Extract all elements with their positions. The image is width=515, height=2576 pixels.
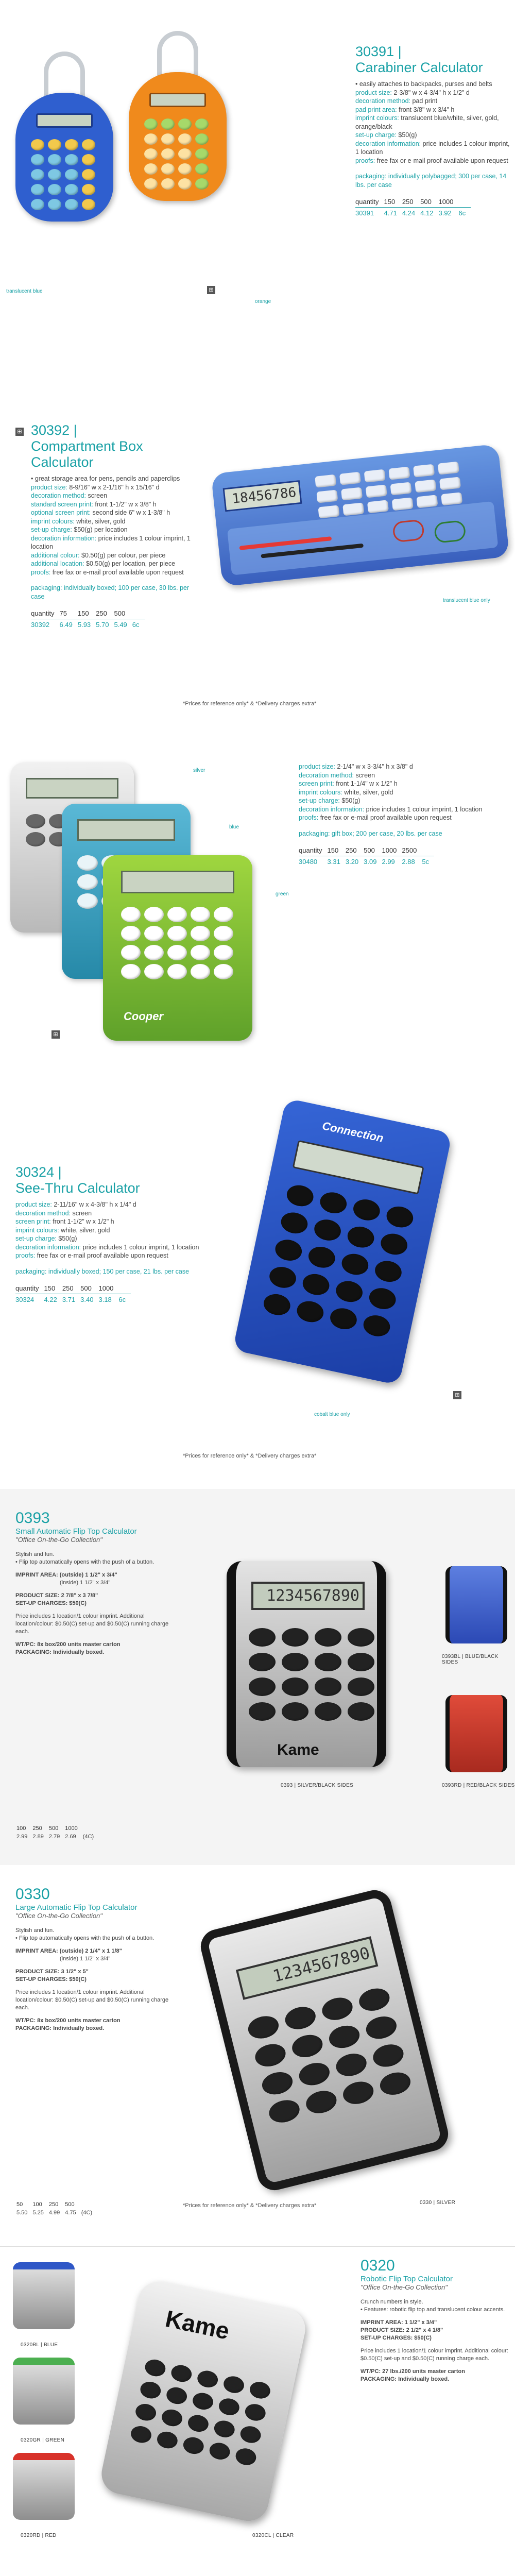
weight-per-carton: WT/PC: 27 lbs./200 units master carton (360, 2368, 465, 2375)
flip-small-blue-thumb (445, 1566, 507, 1643)
product-code: 30324 | (15, 1164, 62, 1180)
imprint-area: IMPRINT AREA: 1 1/2" x 3/4" (360, 2319, 437, 2326)
qty-price-table: 50 100 250 500 5.50 5.25 4.99 4.75 (4C) (16, 2201, 93, 2216)
flat-calc-section (0, 721, 515, 1082)
carabiner-orange-image (129, 31, 227, 201)
spec-line: decoration information: price includes 1 colour imprint, 1 location (15, 1243, 199, 1251)
imprint-area: IMPRINT AREA: (outside) 1 1/2" x 3/4" (15, 1572, 117, 1578)
flat-calc-info (299, 762, 505, 867)
imprint-area: IMPRINT AREA: (outside) 2 1/4" x 1 1/8" (15, 1948, 122, 1954)
weight-per-carton: WT/PC: 8x box/200 units master carton (15, 1641, 121, 1648)
flip-small-red-thumb (445, 1695, 507, 1772)
spec-line: proofs: free fax or e-mail proof available upon request (15, 1252, 168, 1259)
product-line: Stylish and fun. (15, 1551, 55, 1557)
zoom-icon: ⊞ (15, 428, 24, 436)
packaging: PACKAGING: Individually boxed. (15, 1649, 105, 1655)
caption-main: 0330 | SILVER (420, 2200, 456, 2206)
price-table: quantity 150 250 500 1000 30391 4.71 4.24 4.12 3.92 6c (355, 196, 471, 218)
spec-line: product size: 2-11/16" w x 4-3/8" h x 1/4" d (15, 1201, 136, 1208)
spec-list (31, 483, 201, 577)
spec-list (355, 89, 510, 165)
spec-line: proofs: free fax or e-mail proof available upon request (299, 814, 452, 821)
label-silver: silver (193, 768, 205, 773)
spec-line: optional screen print: second side 6" w x 1-3/8" h (31, 509, 170, 516)
footnote: *Prices for reference only* & *Delivery charges extra* (183, 1453, 317, 1459)
spec-line: proofs: free fax or e-mail proof available upon request (355, 157, 508, 164)
caption-red: 0393RD | RED/BLACK SIDES (442, 1783, 515, 1788)
product-line: • Flip top automatically opens with the push of a button. (15, 1559, 154, 1565)
packaging: packaging: gift box; 200 per case, 20 lbs. per case (299, 829, 442, 837)
spec-line: decoration method: screen (15, 1209, 92, 1217)
robotic-info (360, 2257, 510, 2383)
product-line: Crunch numbers in style. (360, 2299, 423, 2305)
product-code: 30391 | (355, 44, 402, 59)
weight-per-carton: WT/PC: 8x box/200 units master carton (15, 2018, 121, 2024)
product-line: • Features: robotic flip top and translucent colour accents. (360, 2307, 505, 2313)
seethru-calculator-image (233, 1098, 453, 1385)
caption-thumb-red: 0320RD | RED (21, 2533, 57, 2538)
packaging: packaging: individually boxed; 150 per case, 21 lbs. per case (15, 1267, 190, 1275)
qty-price-table: 100 250 500 1000 2.99 2.89 2.79 2.69 (4C) (16, 1825, 94, 1840)
price-note: Price includes 1 location/1 colour imprint. Additional colour: $0.50(C) set-up and $0.50(C) running charge each. (360, 2348, 508, 2362)
product-collection: "Office On-the-Go Collection" (360, 2283, 448, 2291)
product-title: Large Automatic Flip Top Calculator (15, 1903, 138, 1912)
caption-main: 0320CL | CLEAR (252, 2533, 294, 2538)
robotic-main-image (98, 2278, 309, 2524)
product-intro: • easily attaches to backpacks, purses and belts (355, 80, 492, 88)
product-size: PRODUCT SIZE: 3 1/2" x 5" (15, 1969, 89, 1975)
cooper-logo: Cooper (124, 1010, 163, 1023)
product-intro: • great storage area for pens, pencils and paperclips (31, 475, 180, 482)
footnote: *Prices for reference only* & *Delivery charges extra* (183, 2202, 317, 2209)
packaging: packaging: individually boxed; 100 per case, 30 lbs. per case (31, 584, 190, 600)
flip-small-info (15, 1510, 180, 1656)
kame-logo: Kame (277, 1741, 319, 1758)
spec-line: imprint colours: white, silver, gold (299, 788, 393, 796)
product-size: PRODUCT SIZE: 2 1/2" x 4 1/8" (360, 2327, 443, 2333)
product-collection: "Office On-the-Go Collection" (15, 1912, 102, 1920)
zoom-icon: ⊞ (52, 1030, 60, 1039)
imprint-area-inside: (inside) 1 1/2" x 3/4" (60, 1956, 111, 1962)
kame-logo: Kame (163, 2304, 232, 2345)
packaging: PACKAGING: Individually boxed. (360, 2376, 450, 2382)
caption-cobalt-blue: cobalt blue only (314, 1412, 350, 1417)
caption-thumb-blue: 0320BL | BLUE (21, 2342, 58, 2348)
spec-line: imprint colours: white, silver, gold (15, 1226, 110, 1234)
zoom-icon: ⊞ (207, 286, 215, 294)
flip-large-info (15, 1886, 180, 2032)
robotic-thumb-red (13, 2453, 75, 2520)
spec-list (299, 762, 505, 822)
label-blue: blue (229, 824, 239, 830)
spec-line: set-up charge: $50(g) (15, 1235, 77, 1242)
caption-orange: orange (255, 299, 271, 304)
spec-line: decoration information: price includes 1 colour imprint, 1 location (31, 534, 191, 550)
spec-line: decoration method: screen (31, 492, 108, 499)
product-code: 0320 (360, 2257, 395, 2274)
caption-blue: 0393BL | BLUE/BLACK SIDES (442, 1654, 499, 1665)
price-table: quantity 75 150 250 500 30392 6.49 5.93 5.70 5.49 6c (31, 608, 145, 630)
product-size: PRODUCT SIZE: 2 7/8" x 3 7/8" (15, 1592, 98, 1599)
spec-line: additional location: $0.50(g) per location, per piece (31, 560, 176, 567)
calc-display: 1234567890 (251, 1582, 365, 1610)
compartment-box-image: 18456786 (211, 444, 510, 591)
connection-brand: Connection (321, 1119, 385, 1145)
flip-small-section (0, 1489, 515, 1865)
spec-list (15, 1200, 201, 1260)
robotic-section (0, 2246, 515, 2576)
product-name: See-Thru Calculator (15, 1180, 140, 1196)
caption-translucent-blue: translucent blue (6, 289, 43, 294)
product-name: Carabiner Calculator (355, 60, 483, 75)
caption-thumb-green: 0320GR | GREEN (21, 2437, 65, 2443)
spec-line: decoration information: price includes 1 colour imprint, 1 location (299, 805, 483, 813)
spec-line: decoration method: pad print (355, 97, 438, 105)
caption-main: 0393 | SILVER/BLACK SIDES (281, 1783, 354, 1788)
product-name: Compartment Box Calculator (31, 438, 143, 470)
robotic-thumb-green (13, 2358, 75, 2425)
spec-line: additional colour: $0.50(g) per colour, per piece (31, 551, 166, 559)
price-note: Price includes 1 location/1 colour imprint. Additional location/colour: $0.50(C) set-up and $0.50(C) running charge each. (15, 1989, 169, 2011)
label-green: green (276, 891, 289, 897)
carabiner-blue-image (15, 52, 113, 222)
caption-translucent-blue-only: translucent blue only (443, 598, 490, 603)
flip-large-section (0, 1865, 515, 2246)
packaging: PACKAGING: Individually boxed. (15, 2025, 105, 2031)
spec-line: product size: 2-1/4" w x 3-3/4" h x 3/8" d (299, 763, 413, 770)
spec-line: set-up charge: $50(g) (355, 131, 417, 139)
product-title: Small Automatic Flip Top Calculator (15, 1527, 137, 1536)
flip-small-main-image (227, 1561, 386, 1767)
spec-line: imprint colours: translucent blue/white, silver, gold, orange/black (355, 114, 499, 130)
spec-line: product size: 8-9/16" w x 2-1/16" h x 15/16" d (31, 483, 160, 491)
seethru-info (15, 1164, 201, 1305)
calc-display: 1234567890 (236, 1936, 378, 2000)
packaging: packaging: individually polybagged; 300 per case, 14 lbs. per case (355, 173, 507, 189)
product-line: • Flip top automatically opens with the push of a button. (15, 1935, 154, 1941)
spec-line: imprint colours: white, silver, gold (31, 517, 126, 525)
product-title: Robotic Flip Top Calculator (360, 2275, 453, 2283)
product-code: 30392 | (31, 422, 77, 438)
flip-large-main-image (197, 1887, 452, 2194)
zoom-icon: ⊞ (453, 1391, 461, 1399)
product-line: Stylish and fun. (15, 1927, 55, 1934)
product-collection: "Office On-the-Go Collection" (15, 1536, 102, 1544)
calculator-green-image (103, 855, 252, 1041)
spec-line: decoration method: screen (299, 771, 375, 779)
robotic-thumb-blue (13, 2262, 75, 2329)
compartment-info (31, 422, 201, 630)
setup-charges: SET-UP CHARGES: $50(C) (360, 2335, 432, 2341)
spec-line: screen print: front 1-1/4" w x 1/2" h (299, 780, 398, 787)
spec-line: set-up charge: $50(g) (299, 797, 360, 804)
price-note: Price includes 1 location/1 colour imprint. Additional location/colour: $0.50(C) set-up and $0.50(C) running charge each. (15, 1613, 169, 1635)
footnote: *Prices for reference only* & *Delivery charges extra* (183, 701, 317, 707)
compartment-section (0, 330, 515, 721)
spec-line: set-up charge: $50(g) per location (31, 526, 128, 533)
imprint-area-inside: (inside) 1 1/2" x 3/4" (60, 1580, 111, 1586)
carabiner-section (0, 0, 515, 330)
product-code: 0393 (15, 1510, 50, 1527)
spec-line: product size: 2-3/8" w x 4-3/4" h x 1/2" d (355, 89, 470, 96)
seethru-section (0, 1082, 515, 1489)
spec-line: standard screen print: front 1-1/2" w x 3/8" h (31, 500, 157, 508)
setup-charges: SET-UP CHARGES: $50(C) (15, 1976, 87, 1982)
carabiner-info (355, 44, 510, 218)
setup-charges: SET-UP CHARGES: $50(C) (15, 1600, 87, 1606)
spec-line: decoration information: price includes 1 colour imprint, 1 location (355, 140, 510, 156)
spec-line: proofs: free fax or e-mail proof available upon request (31, 568, 184, 576)
spec-line: screen print: front 1-1/2" w x 1/2" h (15, 1218, 114, 1225)
product-code: 0330 (15, 1886, 50, 1903)
spec-line: pad print area: front 3/8" w x 3/4" h (355, 106, 455, 113)
price-table: quantity 150 250 500 1000 30324 4.22 3.71 3.40 3.18 6c (15, 1283, 131, 1305)
price-table: quantity 150 250 500 1000 2500 30480 3.31 3.20 3.09 2.99 2.88 5c (299, 845, 434, 867)
